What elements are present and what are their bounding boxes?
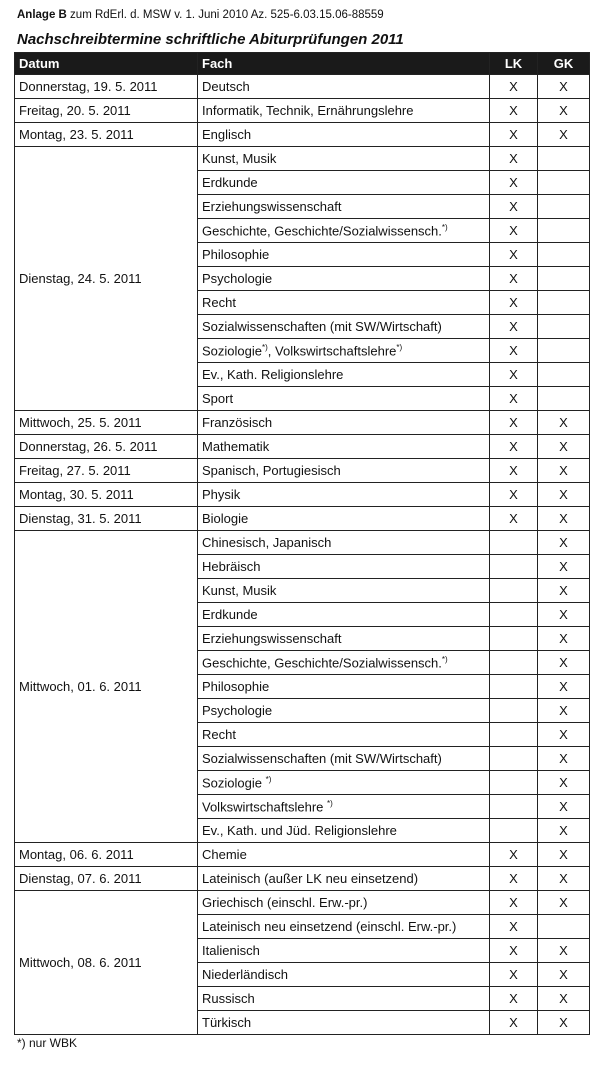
lk-mark-cell: X bbox=[490, 867, 538, 891]
gk-mark-cell: X bbox=[538, 459, 590, 483]
lk-mark-cell: X bbox=[490, 987, 538, 1011]
subject-cell: Mathematik bbox=[198, 435, 490, 459]
lk-mark-cell bbox=[490, 747, 538, 771]
gk-mark-cell: X bbox=[538, 771, 590, 795]
gk-mark-cell: X bbox=[538, 963, 590, 987]
lk-mark-cell bbox=[490, 603, 538, 627]
lk-mark-cell: X bbox=[490, 243, 538, 267]
subject-cell: Philosophie bbox=[198, 243, 490, 267]
gk-mark-cell bbox=[538, 243, 590, 267]
lk-mark-cell: X bbox=[490, 315, 538, 339]
gk-mark-cell: X bbox=[538, 1011, 590, 1035]
footnote: *) nur WBK bbox=[17, 1036, 78, 1050]
lk-mark-cell: X bbox=[490, 123, 538, 147]
gk-mark-cell: X bbox=[538, 843, 590, 867]
subject-cell: Sport bbox=[198, 387, 490, 411]
column-header-datum: Datum bbox=[15, 53, 198, 75]
date-cell: Dienstag, 31. 5. 2011 bbox=[15, 507, 198, 531]
lk-mark-cell bbox=[490, 555, 538, 579]
gk-mark-cell: X bbox=[538, 939, 590, 963]
table-row bbox=[15, 483, 590, 507]
gk-mark-cell: X bbox=[538, 675, 590, 699]
footnote-marker: *) bbox=[265, 774, 272, 784]
gk-mark-cell: X bbox=[538, 699, 590, 723]
gk-mark-cell: X bbox=[538, 627, 590, 651]
gk-mark-cell bbox=[538, 147, 590, 171]
gk-mark-cell bbox=[538, 915, 590, 939]
lk-mark-cell: X bbox=[490, 267, 538, 291]
lk-mark-cell bbox=[490, 819, 538, 843]
gk-mark-cell: X bbox=[538, 531, 590, 555]
gk-mark-cell: X bbox=[538, 123, 590, 147]
date-cell: Montag, 30. 5. 2011 bbox=[15, 483, 198, 507]
gk-mark-cell bbox=[538, 363, 590, 387]
table-row bbox=[15, 99, 590, 123]
date-cell: Mittwoch, 08. 6. 2011 bbox=[15, 891, 198, 1035]
subject-cell: Deutsch bbox=[198, 75, 490, 99]
column-header-gk: GK bbox=[538, 53, 590, 75]
subject-cell: Biologie bbox=[198, 507, 490, 531]
table-row bbox=[15, 435, 590, 459]
date-cell: Montag, 06. 6. 2011 bbox=[15, 843, 198, 867]
lk-mark-cell: X bbox=[490, 387, 538, 411]
lk-mark-cell: X bbox=[490, 195, 538, 219]
footnote-marker: *) bbox=[262, 342, 268, 352]
subject-cell: Englisch bbox=[198, 123, 490, 147]
date-cell: Donnerstag, 26. 5. 2011 bbox=[15, 435, 198, 459]
lk-mark-cell bbox=[490, 771, 538, 795]
lk-mark-cell: X bbox=[490, 915, 538, 939]
lk-mark-cell: X bbox=[490, 75, 538, 99]
lk-mark-cell bbox=[490, 651, 538, 675]
subject-cell: Recht bbox=[198, 291, 490, 315]
table-row bbox=[15, 147, 590, 171]
gk-mark-cell: X bbox=[538, 435, 590, 459]
date-cell: Freitag, 27. 5. 2011 bbox=[15, 459, 198, 483]
subject-cell: Geschichte, Geschichte/Sozialwissensch.*) bbox=[198, 219, 490, 243]
gk-mark-cell: X bbox=[538, 507, 590, 531]
subject-cell: Kunst, Musik bbox=[198, 579, 490, 603]
schedule-table bbox=[14, 52, 590, 1035]
lk-mark-cell: X bbox=[490, 963, 538, 987]
subject-cell: Spanisch, Portugiesisch bbox=[198, 459, 490, 483]
gk-mark-cell: X bbox=[538, 867, 590, 891]
gk-mark-cell: X bbox=[538, 747, 590, 771]
lk-mark-cell: X bbox=[490, 435, 538, 459]
subject-cell: Chinesisch, Japanisch bbox=[198, 531, 490, 555]
table-row bbox=[15, 867, 590, 891]
lk-mark-cell bbox=[490, 675, 538, 699]
lk-mark-cell bbox=[490, 627, 538, 651]
lk-mark-cell: X bbox=[490, 291, 538, 315]
gk-mark-cell bbox=[538, 195, 590, 219]
gk-mark-cell: X bbox=[538, 651, 590, 675]
lk-mark-cell: X bbox=[490, 171, 538, 195]
footnote-marker: *) bbox=[441, 222, 448, 232]
subject-cell: Psychologie bbox=[198, 699, 490, 723]
decree-reference: zum RdErl. d. MSW v. 1. Juni 2010 Az. 525-6.03.15.06-88559 bbox=[70, 9, 384, 21]
column-header-fach: Fach bbox=[198, 53, 490, 75]
gk-mark-cell: X bbox=[538, 891, 590, 915]
date-cell: Freitag, 20. 5. 2011 bbox=[15, 99, 198, 123]
subject-cell: Philosophie bbox=[198, 675, 490, 699]
subject-cell: Türkisch bbox=[198, 1011, 490, 1035]
footnote-marker: *) bbox=[441, 654, 448, 664]
subject-cell: Italienisch bbox=[198, 939, 490, 963]
subject-cell: Erziehungswissenschaft bbox=[198, 627, 490, 651]
gk-mark-cell bbox=[538, 291, 590, 315]
subject-cell: Chemie bbox=[198, 843, 490, 867]
subject-cell: Geschichte, Geschichte/Sozialwissensch.*) bbox=[198, 651, 490, 675]
subject-cell: Volkswirtschaftslehre *) bbox=[198, 795, 490, 819]
lk-mark-cell: X bbox=[490, 483, 538, 507]
annex-label: Anlage B bbox=[17, 9, 67, 21]
date-cell: Dienstag, 24. 5. 2011 bbox=[15, 147, 198, 411]
subject-cell: Niederländisch bbox=[198, 963, 490, 987]
subject-cell: Sozialwissenschaften (mit SW/Wirtschaft) bbox=[198, 747, 490, 771]
gk-mark-cell: X bbox=[538, 987, 590, 1011]
subject-cell: Französisch bbox=[198, 411, 490, 435]
date-cell: Mittwoch, 01. 6. 2011 bbox=[15, 531, 198, 843]
footnote-marker: *) bbox=[327, 798, 333, 808]
lk-mark-cell bbox=[490, 795, 538, 819]
subject-cell: Erdkunde bbox=[198, 603, 490, 627]
subject-cell: Physik bbox=[198, 483, 490, 507]
footnote-marker: *) bbox=[396, 342, 403, 352]
lk-mark-cell: X bbox=[490, 363, 538, 387]
lk-mark-cell bbox=[490, 579, 538, 603]
gk-mark-cell: X bbox=[538, 411, 590, 435]
gk-mark-cell bbox=[538, 387, 590, 411]
subject-cell: Russisch bbox=[198, 987, 490, 1011]
subject-cell: Recht bbox=[198, 723, 490, 747]
subject-cell: Lateinisch (außer LK neu einsetzend) bbox=[198, 867, 490, 891]
lk-mark-cell: X bbox=[490, 939, 538, 963]
subject-cell: Ev., Kath. und Jüd. Religionslehre bbox=[198, 819, 490, 843]
lk-mark-cell: X bbox=[490, 459, 538, 483]
lk-mark-cell: X bbox=[490, 99, 538, 123]
document-title: Nachschreibtermine schriftliche Abiturprüfungen 2011 bbox=[17, 31, 404, 48]
subject-cell: Sozialwissenschaften (mit SW/Wirtschaft) bbox=[198, 315, 490, 339]
table-row bbox=[15, 123, 590, 147]
gk-mark-cell bbox=[538, 219, 590, 243]
table-row bbox=[15, 459, 590, 483]
table-row bbox=[15, 531, 590, 555]
lk-mark-cell: X bbox=[490, 507, 538, 531]
subject-cell: Hebräisch bbox=[198, 555, 490, 579]
subject-cell: Erdkunde bbox=[198, 171, 490, 195]
table-row bbox=[15, 411, 590, 435]
gk-mark-cell: X bbox=[538, 483, 590, 507]
lk-mark-cell: X bbox=[490, 411, 538, 435]
subject-cell: Soziologie *) bbox=[198, 771, 490, 795]
date-cell: Montag, 23. 5. 2011 bbox=[15, 123, 198, 147]
lk-mark-cell bbox=[490, 531, 538, 555]
gk-mark-cell: X bbox=[538, 75, 590, 99]
gk-mark-cell: X bbox=[538, 99, 590, 123]
lk-mark-cell: X bbox=[490, 1011, 538, 1035]
date-cell: Mittwoch, 25. 5. 2011 bbox=[15, 411, 198, 435]
lk-mark-cell: X bbox=[490, 219, 538, 243]
gk-mark-cell bbox=[538, 315, 590, 339]
table-row bbox=[15, 75, 590, 99]
gk-mark-cell: X bbox=[538, 555, 590, 579]
subject-cell: Informatik, Technik, Ernährungslehre bbox=[198, 99, 490, 123]
gk-mark-cell: X bbox=[538, 603, 590, 627]
table-header-row bbox=[15, 53, 590, 75]
date-cell: Dienstag, 07. 6. 2011 bbox=[15, 867, 198, 891]
subject-cell: Ev., Kath. Religionslehre bbox=[198, 363, 490, 387]
gk-mark-cell: X bbox=[538, 819, 590, 843]
gk-mark-cell bbox=[538, 171, 590, 195]
subject-cell: Kunst, Musik bbox=[198, 147, 490, 171]
lk-mark-cell: X bbox=[490, 339, 538, 363]
document-header bbox=[17, 9, 577, 21]
subject-cell: Soziologie*), Volkswirtschaftslehre*) bbox=[198, 339, 490, 363]
subject-cell: Erziehungswissenschaft bbox=[198, 195, 490, 219]
table-row bbox=[15, 507, 590, 531]
lk-mark-cell: X bbox=[490, 843, 538, 867]
lk-mark-cell: X bbox=[490, 891, 538, 915]
gk-mark-cell: X bbox=[538, 795, 590, 819]
lk-mark-cell: X bbox=[490, 147, 538, 171]
gk-mark-cell bbox=[538, 267, 590, 291]
subject-cell: Griechisch (einschl. Erw.-pr.) bbox=[198, 891, 490, 915]
gk-mark-cell: X bbox=[538, 579, 590, 603]
gk-mark-cell bbox=[538, 339, 590, 363]
lk-mark-cell bbox=[490, 723, 538, 747]
gk-mark-cell: X bbox=[538, 723, 590, 747]
lk-mark-cell bbox=[490, 699, 538, 723]
column-header-lk: LK bbox=[490, 53, 538, 75]
subject-cell: Psychologie bbox=[198, 267, 490, 291]
table-row bbox=[15, 843, 590, 867]
subject-cell: Lateinisch neu einsetzend (einschl. Erw.-pr.) bbox=[198, 915, 490, 939]
date-cell: Donnerstag, 19. 5. 2011 bbox=[15, 75, 198, 99]
table-row bbox=[15, 891, 590, 915]
